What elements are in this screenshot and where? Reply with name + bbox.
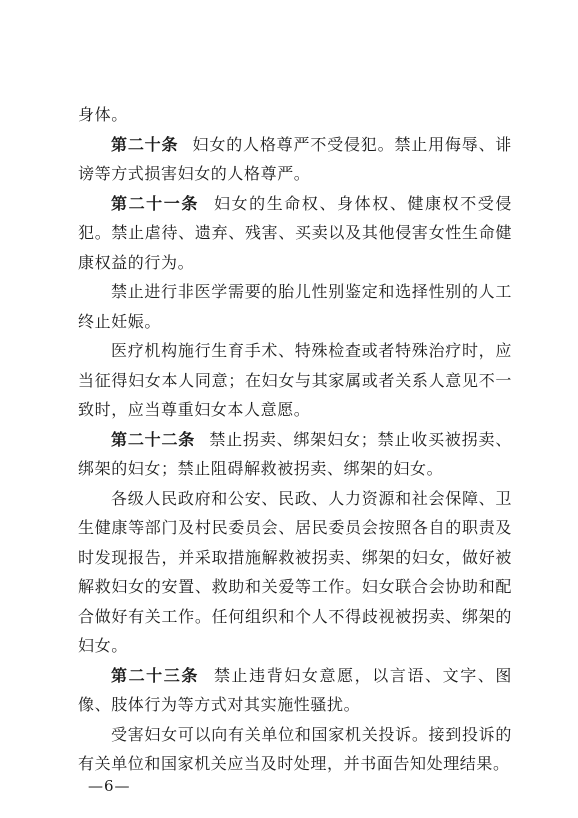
paragraph-text: 医疗机构施行生育手术、特殊检查或者特殊治疗时，应当征得妇女本人同意；在妇女与其家属或者关系人意见不一致时，应当尊重妇女本人意愿。 [78,341,512,419]
article-20 [78,130,512,189]
paragraph-continuation [78,100,512,130]
paragraph-text: 禁止进行非医学需要的胎儿性别鉴定和选择性别的人工终止妊娠。 [78,282,512,331]
article-number: 第二十二条 [111,429,196,449]
article-number: 第二十一条 [111,193,199,213]
article-text: 禁止拐卖、绑架妇女；禁止收买被拐卖、绑架的妇女；禁止阻碍解救被拐卖、绑架的妇女。 [78,429,512,478]
page-number: —6— [88,777,131,795]
article-22 [78,425,512,484]
body-text [78,100,512,779]
article-21 [78,189,512,278]
article-text: 妇女的生命权、身体权、健康权不受侵犯。禁止虐待、遗弃、残害、买卖以及其他侵害女性生命健康权益的行为。 [78,193,512,272]
paragraph-text: 各级人民政府和公安、民政、人力资源和社会保障、卫生健康等部门及村民委员会、居民委员会按照各自的职责及时发现报告，并采取措施解救被拐卖、绑架的妇女，做好被解救妇女的安置、救助和关爱等工作。妇女联合会协助和配合做好有关工作。任何组织和个人不得歧视被拐卖、绑架的妇女。 [78,488,512,655]
article-text: 妇女的人格尊严不受侵犯。禁止用侮辱、诽谤等方式损害妇女的人格尊严。 [78,134,512,183]
article-23 [78,661,512,720]
article-text: 禁止违背妇女意愿，以言语、文字、图像、肢体行为等方式对其实施性骚扰。 [78,665,512,714]
paragraph [78,720,512,779]
paragraph [78,336,512,425]
article-number: 第二十三条 [111,665,199,685]
paragraph [78,277,512,336]
paragraph-text: 身体。 [78,105,128,124]
article-number: 第二十条 [111,134,179,154]
paragraph-text: 受害妇女可以向有关单位和国家机关投诉。接到投诉的有关单位和国家机关应当及时处理，并书面告知处理结果。 [78,724,512,773]
paragraph [78,484,512,661]
